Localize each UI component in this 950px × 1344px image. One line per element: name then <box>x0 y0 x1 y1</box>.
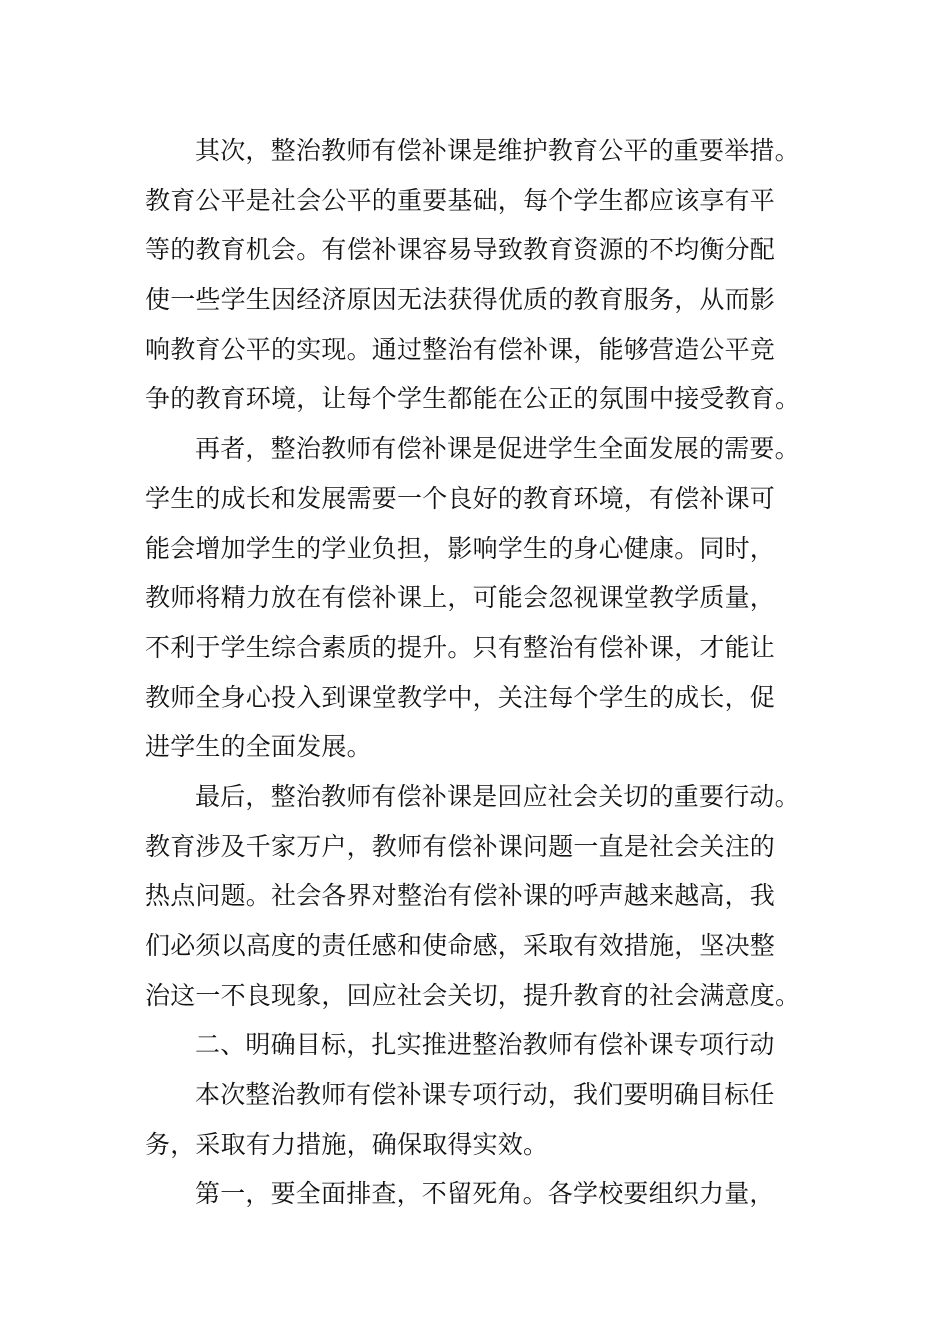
text-line: 教育公平是社会公平的重要基础，每个学生都应该享有平 <box>145 185 776 215</box>
document-body <box>145 126 810 1219</box>
text-line: 们必须以高度的责任感和使命感，采取有效措施，坚决整 <box>145 931 776 960</box>
text-line: 教育涉及千家万户，教师有偿补课问题一直是社会关注的 <box>145 831 776 861</box>
text-line: 响教育公平的实现。通过整治有偿补课，能够营造公平竞 <box>145 334 776 364</box>
text-line: 教师全身心投入到课堂教学中，关注每个学生的成长，促 <box>145 682 776 712</box>
text-line: 最后，整治教师有偿补课是回应社会关切的重要行动。 <box>195 781 800 811</box>
text-line: 再者，整治教师有偿补课是促进学生全面发展的需要。 <box>195 434 800 464</box>
text-line: 不利于学生综合素质的提升。只有整治有偿补课，才能让 <box>145 632 776 662</box>
text-line: 治这一不良现象，回应社会关切，提升教育的社会满意度。 <box>145 980 801 1010</box>
text-line: 能会增加学生的学业负担，影响学生的身心健康。同时， <box>145 533 776 563</box>
text-line: 教师将精力放在有偿补课上，可能会忽视课堂教学质量， <box>145 583 776 613</box>
text-line: 争的教育环境，让每个学生都能在公正的氛围中接受教育。 <box>145 384 801 414</box>
text-line: 热点问题。社会各界对整治有偿补课的呼声越来越高，我 <box>145 881 776 911</box>
text-line: 务，采取有力措施，确保取得实效。 <box>145 1129 549 1159</box>
text-line: 第一，要全面排查，不留死角。各学校要组织力量， <box>195 1179 775 1209</box>
text-line: 进学生的全面发展。 <box>145 732 372 762</box>
text-line: 其次，整治教师有偿补课是维护教育公平的重要举措。 <box>195 136 800 165</box>
text-line: 本次整治教师有偿补课专项行动，我们要明确目标任 <box>195 1080 775 1110</box>
text-line: 学生的成长和发展需要一个良好的教育环境，有偿补课可 <box>145 483 776 513</box>
text-line: 使一些学生因经济原因无法获得优质的教育服务，从而影 <box>145 285 776 315</box>
section-heading: 二、明确目标，扎实推进整治教师有偿补课专项行动 <box>195 1030 775 1060</box>
text-line: 等的教育机会。有偿补课容易导致教育资源的不均衡分配 <box>145 235 776 265</box>
